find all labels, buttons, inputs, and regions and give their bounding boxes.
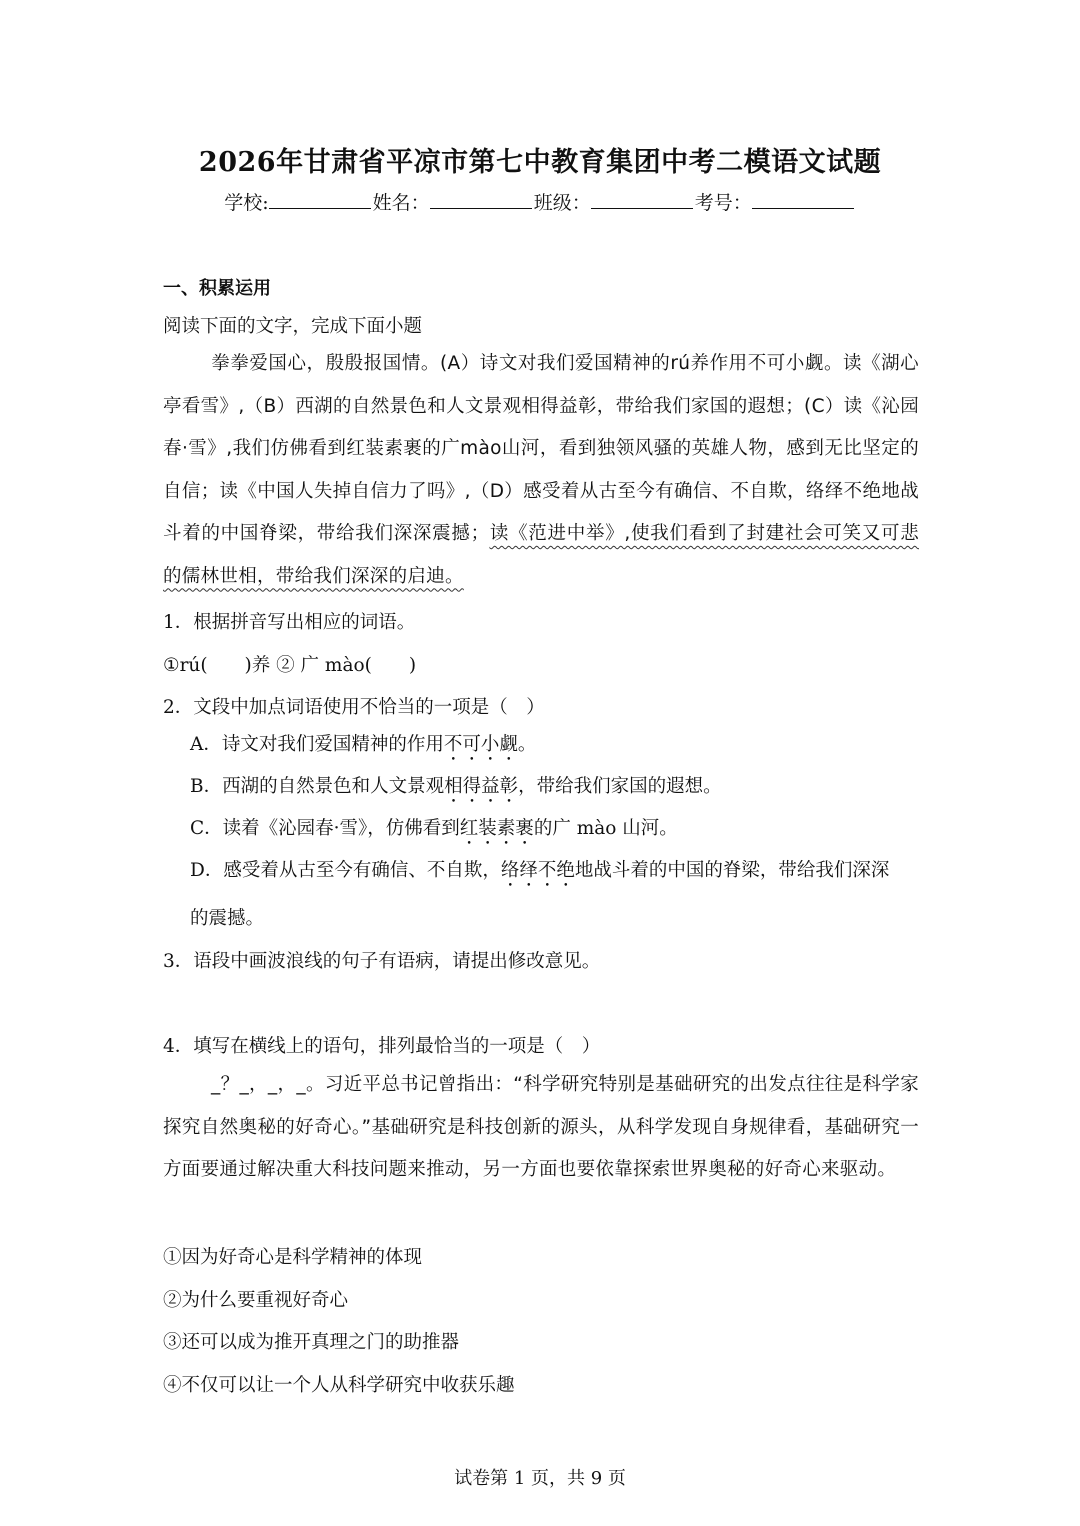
name-label: 姓名： (372, 192, 430, 214)
option-b-dotted-word: 相得益彰 (444, 776, 519, 797)
reading-instruction: 阅读下面的文字，完成下面小题 (163, 316, 423, 337)
question-3: 3．语段中画波浪线的句子有语病，请提出修改意见。 (163, 951, 601, 972)
question-4-stem: 4．填写在横线上的语句，排列最恰当的一项是（ ） (163, 1036, 601, 1057)
option-c-text: C．读着《沁园春·雪》，仿佛看到 (190, 818, 460, 839)
question-1-answer-line: ①rú( )养 ② 广 mào( ) (163, 655, 417, 676)
ordering-item-2: ②为什么要重视好奇心 (163, 1290, 349, 1311)
option-b-end: ，带给我们家国的遐想。 (518, 776, 722, 797)
option-c-dotted-word: 红装素裹 (459, 818, 534, 839)
question-4-passage-text: _？_，_，_。习近平总书记曾指出：“科学研究特别是基础研究的出发点往往是科学家探究自然奥秘的好奇心。”基础研究是科技创新的源头，从科学发现自身规律看，基础研究一方面要通过解决重大科技问题来推动，另一方面也要依靠探索世界奥秘的好奇心来驱动。 (163, 1074, 919, 1180)
student-info-row (0, 188, 1080, 215)
option-a-dotted-word: 不可小觑 (443, 734, 518, 755)
option-c[interactable] (190, 814, 678, 849)
option-b[interactable] (190, 772, 722, 807)
class-blank[interactable] (591, 190, 693, 209)
question-4-passage (163, 1064, 919, 1192)
option-d-end: 地战斗着的中国的脊梁，带给我们深深 (574, 860, 890, 881)
ordering-item-1: ①因为好奇心是科学精神的体现 (163, 1247, 423, 1268)
school-blank[interactable] (269, 190, 371, 209)
exam-title: 2026年甘肃省平凉市第七中教育集团中考二模语文试题 (198, 147, 882, 178)
number-blank[interactable] (752, 190, 854, 209)
class-label: 班级： (533, 192, 591, 214)
option-b-text: B．西湖的自然景色和人文景观 (190, 776, 445, 797)
ordering-item-4: ④不仅可以让一个人从科学研究中收获乐趣 (163, 1375, 515, 1396)
name-blank[interactable] (430, 190, 532, 209)
option-d-text: D．感受着从古至今有确信、不自欺， (190, 860, 501, 881)
section-heading: 一、积累运用 (163, 278, 271, 299)
school-label: 学校: (224, 192, 269, 214)
option-a-text: A．诗文对我们爱国精神的作用 (190, 734, 444, 755)
ordering-item-3: ③还可以成为推开真理之门的助推器 (163, 1332, 460, 1353)
reading-passage (163, 343, 919, 598)
option-d-dotted-word: 络绎不绝 (500, 860, 575, 881)
option-d-continued: 的震撼。 (190, 908, 265, 929)
option-d[interactable] (190, 856, 889, 891)
question-1-stem: 1．根据拼音写出相应的词语。 (163, 612, 416, 633)
passage-body: 拳拳爱国心，殷殷报国情。(A）诗文对我们爱国精神的rú养作用不可小觑。读《湖心亭看雪》,（B）西湖的自然景色和人文景观相得益彰，带给我们家国的遐想；(C）读《沁园春·雪》,我们仿佛看到红装素裹的广mào山河，看到独领风骚的英雄人物，感到无比坚定的自信；读《中国人失掉自信力了吗》,（D）感受着从古至今有确信、不自欺，络绎不绝地战斗着的中国脊梁，带给我们深深震撼； (163, 353, 919, 544)
page-footer: 试卷第 1 页，共 9 页 (454, 1468, 626, 1489)
option-a[interactable] (190, 730, 536, 765)
option-c-end: 的广 mào 山河。 (533, 818, 678, 839)
option-a-end: 。 (517, 734, 537, 755)
question-2-stem: 2．文段中加点词语使用不恰当的一项是（ ） (163, 697, 545, 718)
number-label: 考号： (694, 192, 752, 214)
wavy-sentence: 读《范进中举》,使我们看到了封建社会可笑又可悲的儒林世相，带给我们深深的启迪。 (163, 523, 919, 587)
